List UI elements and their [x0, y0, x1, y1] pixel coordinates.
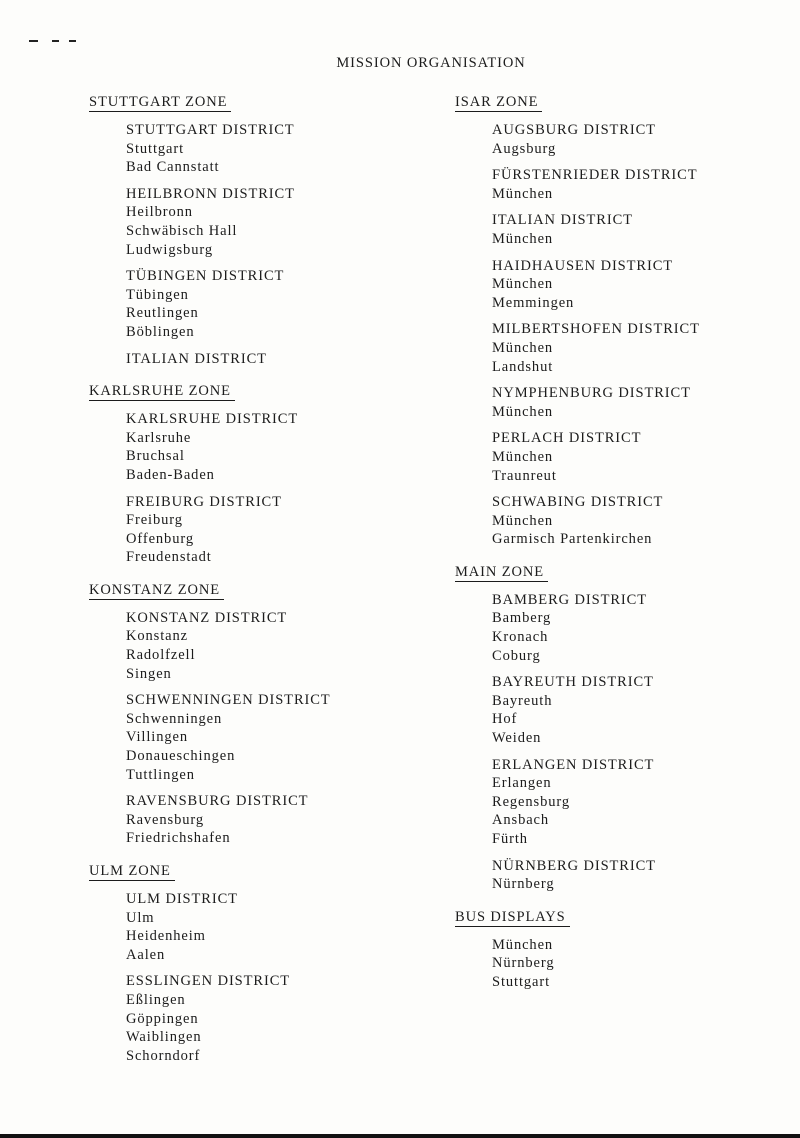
place-name: Kronach: [492, 629, 549, 646]
place-name: Garmisch Partenkirchen: [492, 531, 653, 548]
district-schwabing-district: [492, 493, 775, 549]
district-bayreuth-district: [492, 673, 775, 747]
place-name: Heidenheim: [126, 928, 206, 945]
place-name: Stuttgart: [126, 140, 185, 157]
place-name: Schwenningen: [126, 710, 223, 727]
place-name: Bad Cannstatt: [126, 159, 220, 176]
place-name: Tuttlingen: [126, 766, 195, 783]
zone-ulm-zone: [89, 862, 449, 1065]
place-name: Karlsruhe: [126, 429, 192, 446]
scan-mark-2: [52, 40, 59, 42]
place-name: Ulm: [126, 909, 155, 926]
district-ulm-district: [126, 890, 449, 964]
district-name: HEILBRONN DISTRICT: [126, 185, 295, 202]
place-name: Eßlingen: [126, 991, 186, 1008]
bus-display-place: Stuttgart: [492, 973, 551, 990]
district-perlach-district: [492, 429, 775, 485]
place-name: Tübingen: [126, 286, 189, 303]
place-name: Baden-Baden: [126, 466, 215, 483]
place-name: Regensburg: [492, 793, 571, 810]
zone-main-zone: [455, 563, 775, 894]
scan-mark-3: [69, 40, 76, 42]
district-name: FREIBURG DISTRICT: [126, 493, 282, 510]
place-name: Weiden: [492, 730, 542, 747]
district-ravensburg-district: [126, 792, 449, 848]
district-name: PERLACH DISTRICT: [492, 430, 642, 447]
place-name: Konstanz: [126, 628, 188, 645]
zone-title: ULM ZONE: [89, 863, 175, 881]
place-name: Coburg: [492, 647, 541, 664]
right-column: [455, 93, 775, 1006]
place-name: München: [492, 403, 554, 420]
place-name: Hof: [492, 711, 518, 728]
place-name: Traunreut: [492, 467, 557, 484]
district-heilbronn-district: [126, 185, 449, 259]
district-karlsruhe-district: [126, 410, 449, 484]
zone-title: ISAR ZONE: [455, 94, 542, 112]
bus-displays-section: [455, 908, 775, 992]
district-name: ITALIAN DISTRICT: [126, 350, 267, 367]
place-name: Bamberg: [492, 610, 552, 627]
zone-title: KARLSRUHE ZONE: [89, 383, 235, 401]
district-name: BAMBERG DISTRICT: [492, 591, 647, 608]
place-name: Göppingen: [126, 1010, 199, 1027]
district-stuttgart-district: [126, 121, 449, 177]
place-name: Singen: [126, 665, 172, 682]
district-name: BAYREUTH DISTRICT: [492, 674, 654, 691]
district-konstanz-district: [126, 609, 449, 683]
district-name: AUGSBURG DISTRICT: [492, 122, 656, 138]
place-name: Fürth: [492, 831, 528, 847]
place-name: Freiburg: [126, 512, 183, 529]
place-name: Erlangen: [492, 775, 552, 792]
bus-displays-title: BUS DISPLAYS: [455, 909, 570, 927]
district-esslingen-district: [126, 972, 449, 1065]
zone-isar-zone: [455, 93, 775, 549]
zone-stuttgart-zone: [89, 93, 449, 368]
place-name: Bayreuth: [492, 692, 553, 709]
place-name: Nürnberg: [492, 876, 555, 893]
zone-title: STUTTGART ZONE: [89, 94, 231, 112]
place-name: Waiblingen: [126, 1029, 202, 1046]
bus-displays-list: [492, 936, 775, 992]
district-name: STUTTGART DISTRICT: [126, 122, 295, 138]
district-italian-district: [126, 350, 449, 369]
district-nymphenburg-district: [492, 384, 775, 421]
district-augsburg-district: [492, 121, 775, 158]
zone-title: KONSTANZ ZONE: [89, 582, 224, 600]
district-name: FÜRSTENRIEDER DISTRICT: [492, 167, 698, 184]
district-bamberg-district: [492, 591, 775, 665]
district-milbertshofen-district: [492, 320, 775, 376]
place-name: Donaueschingen: [126, 748, 236, 765]
district-name: ULM DISTRICT: [126, 891, 238, 907]
place-name: Friedrichshafen: [126, 830, 231, 847]
place-name: Ravensburg: [126, 811, 205, 828]
place-name: Schorndorf: [126, 1047, 201, 1064]
district-name: SCHWABING DISTRICT: [492, 494, 664, 511]
place-name: Schwäbisch Hall: [126, 222, 238, 239]
bus-display-place: München: [492, 936, 554, 953]
page-bottom-edge: [0, 1134, 800, 1138]
district-freiburg-district: [126, 493, 449, 567]
right-zones: [455, 93, 775, 894]
place-name: Reutlingen: [126, 305, 199, 322]
district-name: HAIDHAUSEN DISTRICT: [492, 257, 674, 274]
place-name: Böblingen: [126, 323, 195, 340]
district-name: KONSTANZ DISTRICT: [126, 609, 288, 626]
district-furstenrieder-district: [492, 166, 775, 203]
district-nurnberg-district: [492, 857, 775, 894]
place-name: Villingen: [126, 729, 189, 746]
district-name: MILBERTSHOFEN DISTRICT: [492, 321, 700, 338]
place-name: Offenburg: [126, 530, 194, 547]
scan-mark-1: [29, 40, 38, 42]
place-name: Radolfzell: [126, 647, 196, 664]
district-name: SCHWENNINGEN DISTRICT: [126, 692, 331, 709]
district-name: RAVENSBURG DISTRICT: [126, 793, 309, 810]
place-name: Freudenstadt: [126, 549, 212, 566]
place-name: München: [492, 230, 554, 247]
district-erlangen-district: [492, 756, 775, 849]
district-name: ESSLINGEN DISTRICT: [126, 973, 291, 990]
place-name: München: [492, 185, 554, 202]
zone-karlsruhe-zone: [89, 382, 449, 567]
place-name: München: [492, 448, 554, 465]
zone-title: MAIN ZONE: [455, 564, 548, 582]
district-name: NÜRNBERG DISTRICT: [492, 857, 656, 874]
district-name: NYMPHENBURG DISTRICT: [492, 385, 691, 402]
zone-konstanz-zone: [89, 581, 449, 848]
place-name: Ludwigsburg: [126, 241, 213, 258]
bus-display-place: Nürnberg: [492, 955, 555, 972]
left-column: [89, 93, 449, 1079]
place-name: München: [492, 339, 554, 356]
place-name: München: [492, 276, 554, 293]
place-name: Aalen: [126, 946, 166, 963]
place-name: Ansbach: [492, 812, 550, 829]
district-italian-district: [492, 211, 775, 248]
district-name: ERLANGEN DISTRICT: [492, 756, 655, 773]
district-schwenningen-district: [126, 691, 449, 784]
page-title: MISSION ORGANISATION: [336, 55, 526, 71]
place-name: Landshut: [492, 358, 554, 375]
place-name: München: [492, 512, 554, 529]
district-tubingen-district: [126, 267, 449, 341]
place-name: Heilbronn: [126, 204, 193, 221]
place-name: Augsburg: [492, 140, 557, 157]
district-name: KARLSRUHE DISTRICT: [126, 411, 299, 428]
place-name: Bruchsal: [126, 448, 185, 465]
district-name: TÜBINGEN DISTRICT: [126, 268, 285, 285]
district-name: ITALIAN DISTRICT: [492, 212, 633, 229]
district-haidhausen-district: [492, 257, 775, 313]
place-name: Memmingen: [492, 294, 575, 311]
